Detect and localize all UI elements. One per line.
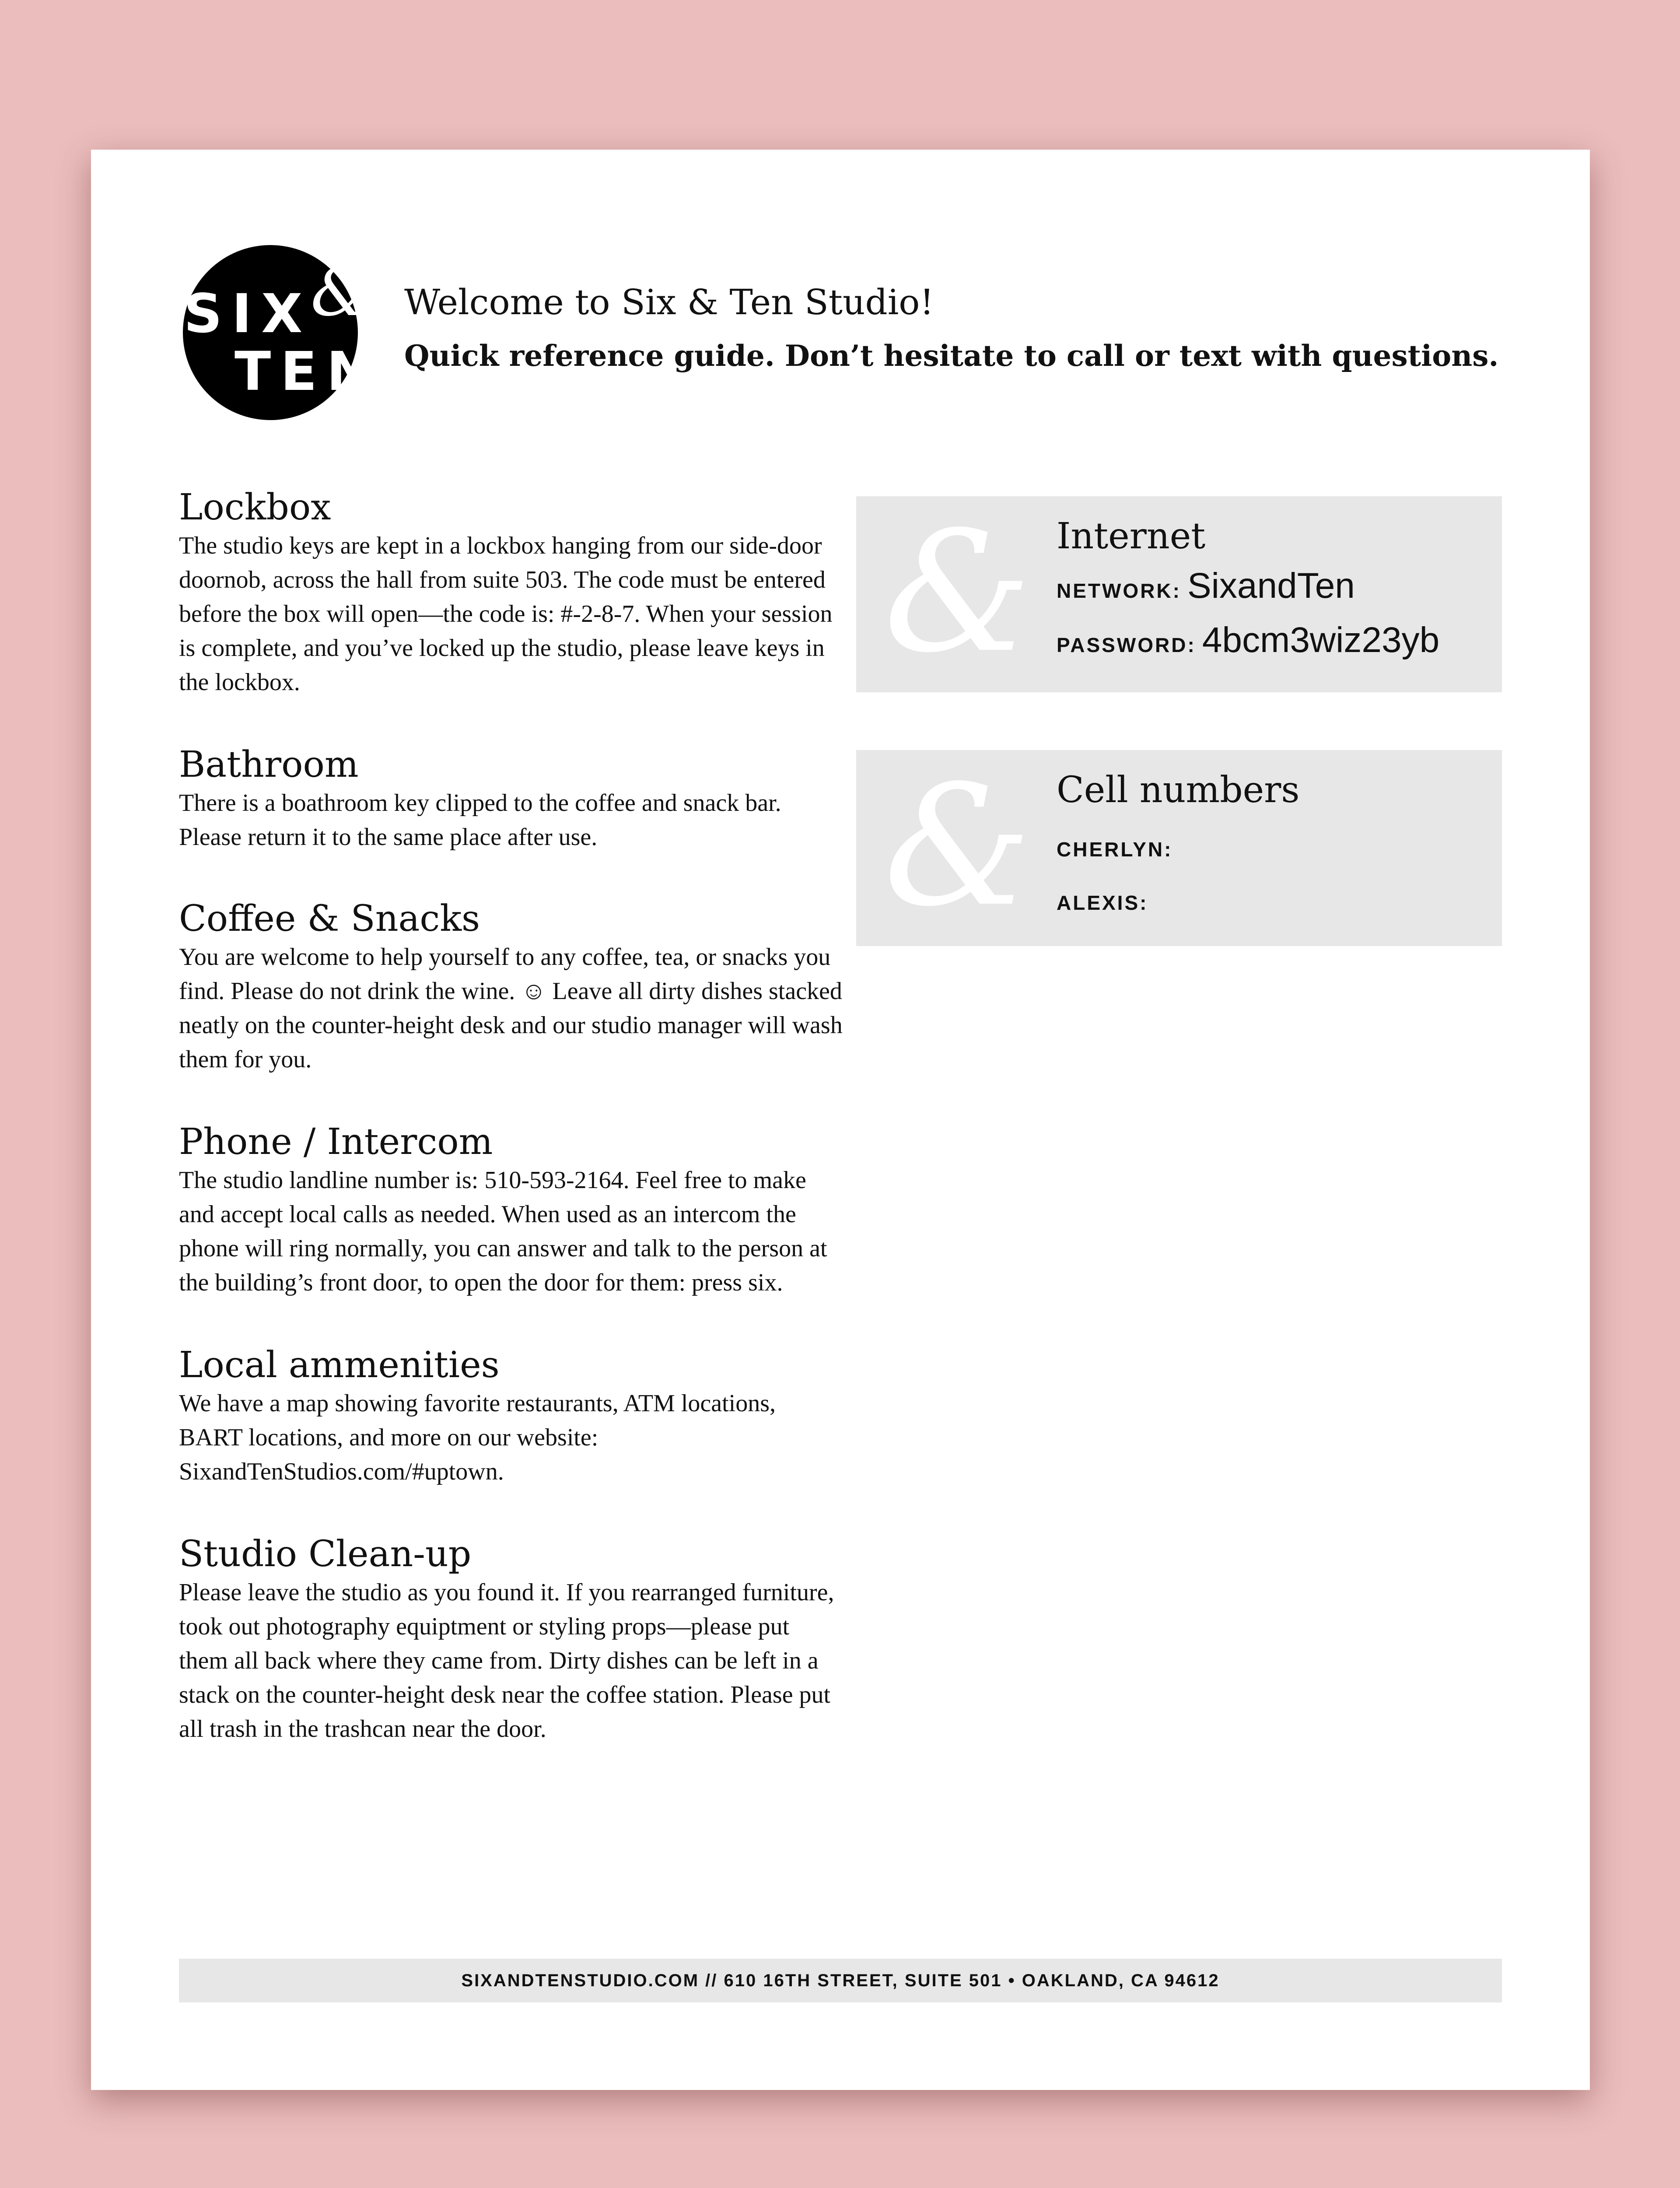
reference-sheet (91, 150, 1590, 2090)
password-value: 4bcm3wiz23yb (1202, 620, 1440, 660)
section-body: You are welcome to help yourself to any coffee, tea, or snacks you find. Please do not drink the wine. ☺ Leave all dirty dishes stacked neatly on the counter-height desk and our studio manager will wash them for you. (179, 943, 843, 1073)
section-title: Lockbox (179, 487, 331, 528)
section-body: The studio landline number is: 510-593-2164. Feel free to make and accept local calls as needed. When used as an intercom the phone will ring normally, you can answer and talk to the person at the building’s front door, to open the door for them: press six. (179, 1167, 827, 1296)
logo-six-text: SIX (184, 283, 312, 345)
alexis-row (1057, 891, 1148, 915)
footer-bar (179, 1959, 1502, 2002)
section-lockbox (179, 487, 844, 699)
internet-title: Internet (1057, 515, 1206, 557)
logo-ampersand: & (311, 255, 369, 331)
six-and-ten-logo (183, 245, 381, 420)
section-title: Coffee & Snacks (179, 898, 480, 940)
section-local-amenities (179, 1344, 844, 1489)
internet-panel (856, 496, 1502, 692)
section-title: Studio Clean-up (179, 1533, 472, 1575)
password-label: PASSWORD: (1057, 634, 1196, 656)
cell-numbers-title: Cell numbers (1057, 769, 1300, 811)
section-phone-intercom (179, 1121, 844, 1300)
password-row (1057, 620, 1439, 661)
section-body: There is a boathroom key clipped to the coffee and snack bar. Please return it to the same place after use. (179, 789, 781, 851)
alexis-label: ALEXIS: (1057, 891, 1148, 914)
page-subtitle: Quick reference guide. Don’t hesitate to call or text with questions. (404, 339, 1499, 373)
section-title: Local ammenities (179, 1344, 500, 1386)
network-label: NETWORK: (1057, 579, 1181, 602)
logo-ten-text: TEN (234, 340, 381, 403)
section-title: Phone / Intercom (179, 1121, 493, 1163)
section-body: The studio keys are kept in a lockbox hanging from our side-door doornob, across the hall from suite 503. The code must be entered before the box will open—the code is: #-2-8-7. When your session is complete, and you’ve locked up the studio, please leave keys in the lockbox. (179, 532, 833, 696)
ampersand-icon: & (883, 495, 1032, 689)
section-studio-cleanup (179, 1533, 844, 1746)
network-row (1057, 565, 1355, 607)
network-value: SixandTen (1187, 566, 1355, 606)
section-body: We have a map showing favorite restaurants, ATM locations, BART locations, and more on our website: SixandTenStudios.com/#uptown. (179, 1390, 776, 1485)
cherlyn-label: CHERLYN: (1057, 838, 1173, 861)
section-coffee-snacks (179, 898, 844, 1076)
section-title: Bathroom (179, 744, 359, 785)
footer-address: SIXANDTENSTUDIO.COM // 610 16TH STREET, SUITE 501 • OAKLAND, CA 94612 (461, 1971, 1220, 1990)
cherlyn-row (1057, 838, 1172, 861)
cell-numbers-panel (856, 750, 1502, 946)
page-title: Welcome to Six & Ten Studio! (404, 282, 934, 323)
ampersand-icon: & (883, 749, 1032, 943)
section-body: Please leave the studio as you found it. If you rearranged furniture, took out photography equiptment or styling props—please put them all back where they came from. Dirty dishes can be left in a stack on the counter-height desk near the coffee station. Please put all trash in the trashcan near the door. (179, 1579, 834, 1743)
section-bathroom (179, 744, 844, 854)
